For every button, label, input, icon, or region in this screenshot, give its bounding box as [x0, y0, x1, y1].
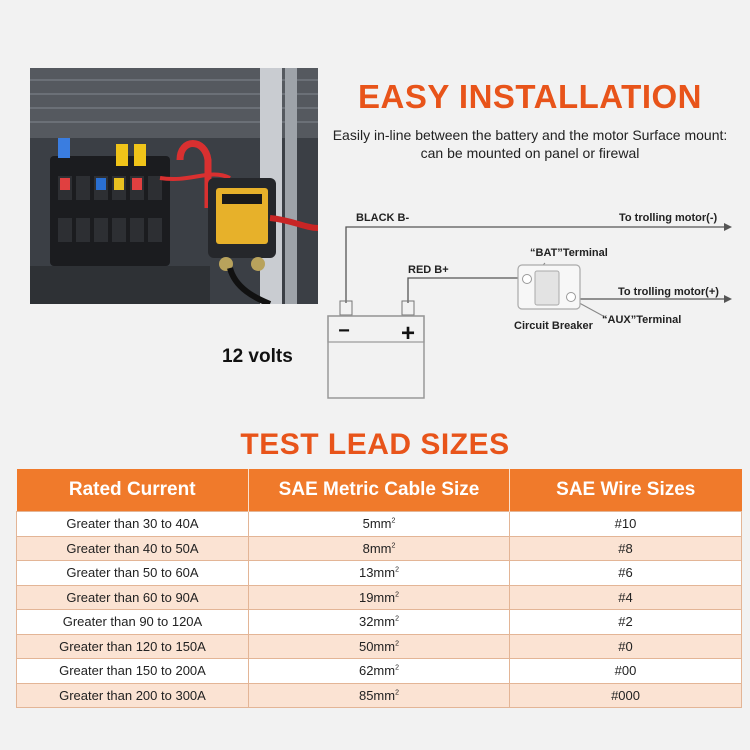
- rated-current-cell: Greater than 90 to 120A: [17, 610, 249, 635]
- installation-description: Easily in-line between the battery and the motor Surface mount: can be mounted on panel or firewal: [332, 127, 728, 161]
- voltage-label: 12 volts: [222, 346, 293, 367]
- metric-size-cell: $5mm^2$: [248, 512, 509, 537]
- metric-size-cell: $85mm^2$: [248, 683, 509, 708]
- wire-size-cell: #0: [510, 634, 742, 659]
- rated-current-cell: Greater than 120 to 150A: [17, 634, 249, 659]
- metric-size-cell: $32mm^2$: [248, 610, 509, 635]
- wire-size-cell: #8: [510, 536, 742, 561]
- header-rated-current: Rated Current: [17, 469, 249, 512]
- table-row: [17, 536, 742, 561]
- red-wire-label: RED B+: [408, 264, 449, 276]
- aux-terminal-label: “AUX”Terminal: [602, 314, 682, 326]
- product-photo: [30, 68, 318, 304]
- rated-current-cell: Greater than 200 to 300A: [17, 683, 249, 708]
- wire-size-cell: #10: [510, 512, 742, 537]
- metric-size-cell: $50mm^2$: [248, 634, 509, 659]
- header-wire-size: SAE Wire Sizes: [510, 469, 742, 512]
- table-header-row: [17, 469, 742, 512]
- fuse-box-photo: [30, 68, 318, 304]
- rated-current-cell: Greater than 40 to 50A: [17, 536, 249, 561]
- table-row: [17, 634, 742, 659]
- header-metric-size: SAE Metric Cable Size: [248, 469, 509, 512]
- black-wire-label: BLACK B-: [356, 212, 410, 224]
- rated-current-cell: Greater than 60 to 90A: [17, 585, 249, 610]
- table-row: [17, 683, 742, 708]
- rated-current-cell: Greater than 30 to 40A: [17, 512, 249, 537]
- wire-size-cell: #000: [510, 683, 742, 708]
- lead-size-table: [16, 469, 742, 708]
- table-row: [17, 659, 742, 684]
- wiring-diagram: [320, 205, 740, 405]
- wire-size-cell: #6: [510, 561, 742, 586]
- table-row: [17, 512, 742, 537]
- positive-symbol: +: [400, 320, 416, 347]
- metric-size-cell: $8mm^2$: [248, 536, 509, 561]
- to-motor-positive-label: To trolling motor(+): [618, 286, 719, 298]
- rated-current-cell: Greater than 150 to 200A: [17, 659, 249, 684]
- wire-size-cell: #00: [510, 659, 742, 684]
- table-row: [17, 585, 742, 610]
- page-title: EASY INSTALLATION: [357, 78, 702, 115]
- metric-size-cell: $13mm^2$: [248, 561, 509, 586]
- rated-current-cell: Greater than 50 to 60A: [17, 561, 249, 586]
- metric-size-cell: $19mm^2$: [248, 585, 509, 610]
- wire-size-cell: #4: [510, 585, 742, 610]
- wire-size-cell: #2: [510, 610, 742, 635]
- circuit-breaker-label: Circuit Breaker: [514, 320, 593, 332]
- to-motor-negative-label: To trolling motor(-): [619, 212, 718, 224]
- metric-size-cell: $62mm^2$: [248, 659, 509, 684]
- table-title: TEST LEAD SIZES: [240, 428, 510, 461]
- negative-symbol: −: [338, 320, 350, 342]
- bat-terminal-label: “BAT”Terminal: [530, 247, 608, 259]
- table-row: [17, 561, 742, 586]
- table-row: [17, 610, 742, 635]
